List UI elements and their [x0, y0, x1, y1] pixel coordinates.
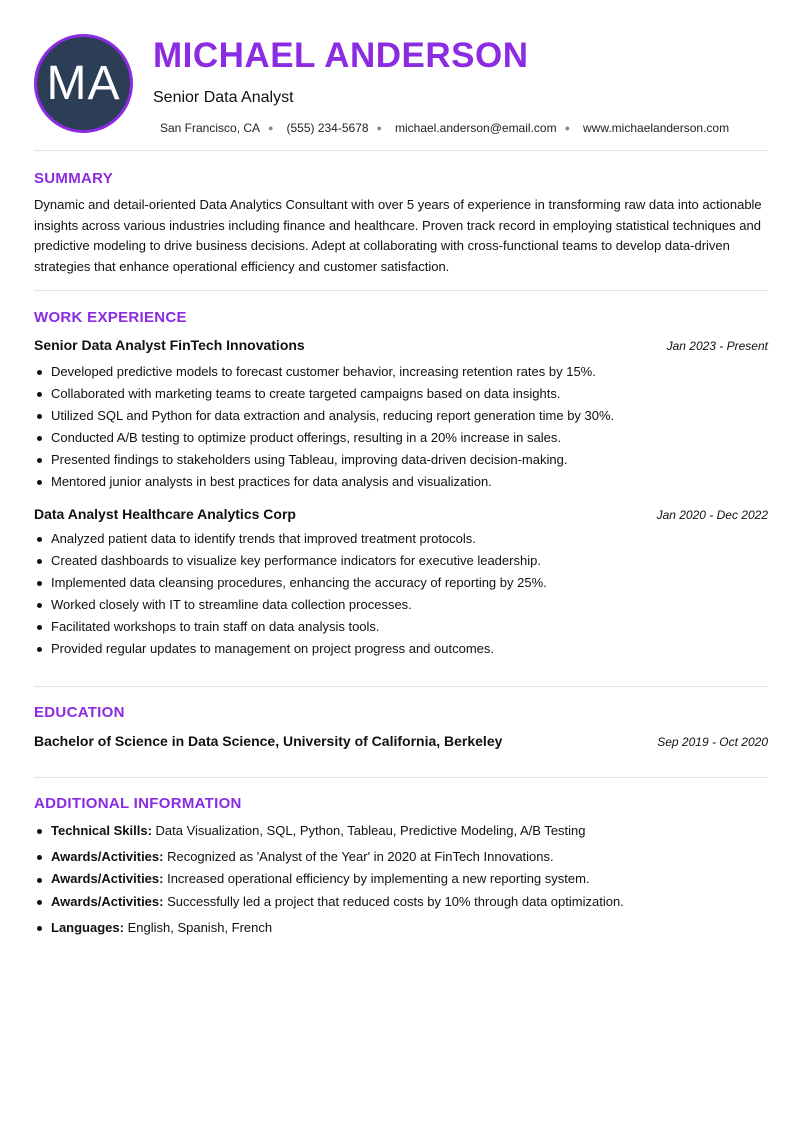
info-label: Awards/Activities:: [51, 848, 164, 864]
info-label: Awards/Activities:: [51, 871, 164, 886]
job-role: Senior Data Analyst FinTech Innovations: [34, 337, 305, 353]
list-item: Worked closely with IT to streamline data collection processes.: [34, 594, 768, 616]
list-item: [34, 845, 768, 869]
job-role: Data Analyst Healthcare Analytics Corp: [34, 506, 296, 522]
candidate-name: MICHAEL ANDERSON: [153, 36, 529, 75]
list-item: [34, 868, 768, 889]
avatar: [34, 34, 133, 133]
divider: [34, 150, 768, 151]
list-item: Developed predictive models to forecast customer behavior, increasing retention rates by 15%.: [34, 361, 768, 383]
avatar-initials: MA: [46, 57, 121, 110]
list-item: [34, 819, 768, 843]
job-bullets: [34, 361, 768, 493]
info-value: Recognized as 'Analyst of the Year' in 2020 at FinTech Innovations.: [163, 848, 554, 864]
separator-dot-icon: ●: [376, 123, 382, 133]
additional-info-list: [34, 819, 768, 939]
info-value: English, Spanish, French: [123, 919, 273, 935]
contact-website[interactable]: www.michaelanderson.com: [583, 121, 730, 135]
contact-email[interactable]: michael.anderson@email.com: [394, 121, 557, 135]
education-date: Sep 2019 - Oct 2020: [657, 735, 768, 749]
info-label: Technical Skills:: [51, 823, 152, 838]
list-item: [34, 916, 768, 940]
additional-info-heading: ADDITIONAL INFORMATION: [34, 795, 242, 812]
job-date: Jan 2020 - Dec 2022: [656, 508, 768, 522]
divider: [34, 686, 768, 687]
education-entry: [34, 733, 768, 749]
separator-dot-icon: ●: [268, 123, 274, 133]
summary-heading: SUMMARY: [34, 170, 114, 187]
contact-location: San Francisco, CA: [160, 121, 261, 135]
separator-dot-icon: ●: [564, 123, 571, 133]
list-item: Utilized SQL and Python for data extraction and analysis, reducing report generation time by 30%.: [34, 405, 768, 427]
contact-phone: (555) 234-5678: [286, 121, 369, 135]
info-value: Increased operational efficiency by implementing a new reporting system.: [163, 871, 590, 886]
list-item: Collaborated with marketing teams to create targeted campaigns based on data insights.: [34, 383, 768, 405]
summary-text: Dynamic and detail-oriented Data Analytics Consultant with over 5 years of experience in transforming raw data into actionable insights across various industries including finance and healthcare. Proven track record in employing statistical techniques and predictive modeling to drive business decisions. Adept at collaborating with cross-functional teams to develop data-driven strategies that enhance operational efficiency and customer satisfaction.: [34, 197, 762, 274]
list-item: Conducted A/B testing to optimize product offerings, resulting in a 20% increase in sales.: [34, 427, 768, 449]
list-item: Mentored junior analysts in best practices for data analysis and visualization.: [34, 471, 768, 493]
job-date: Jan 2023 - Present: [666, 339, 768, 353]
info-value: Data Visualization, SQL, Python, Tableau, Predictive Modeling, A/B Testing: [151, 823, 586, 838]
list-item: Analyzed patient data to identify trends that improved treatment protocols.: [34, 528, 768, 550]
job-header: [34, 337, 768, 353]
info-value: Successfully led a project that reduced costs by 10% through data optimization.: [163, 894, 624, 909]
job-bullets: [34, 528, 768, 660]
info-label: Awards/Activities:: [51, 894, 164, 909]
degree: Bachelor of Science in Data Science, University of California, Berkeley: [34, 733, 503, 749]
list-item: Provided regular updates to management on project progress and outcomes.: [34, 638, 768, 660]
list-item: [34, 890, 768, 914]
job-title: Senior Data Analyst: [153, 89, 294, 106]
list-item: Presented findings to stakeholders using Tableau, improving data-driven decision-making.: [34, 449, 768, 471]
work-experience-heading: WORK EXPERIENCE: [34, 309, 187, 326]
education-heading: EDUCATION: [34, 704, 125, 721]
contact-bar: [160, 121, 729, 135]
divider: [34, 777, 768, 778]
job-header: [34, 506, 768, 522]
info-label: Languages:: [51, 919, 124, 935]
list-item: Facilitated workshops to train staff on data analysis tools.: [34, 616, 768, 638]
list-item: Created dashboards to visualize key performance indicators for executive leadership.: [34, 550, 768, 572]
divider: [34, 290, 768, 291]
list-item: Implemented data cleansing procedures, enhancing the accuracy of reporting by 25%.: [34, 572, 768, 594]
